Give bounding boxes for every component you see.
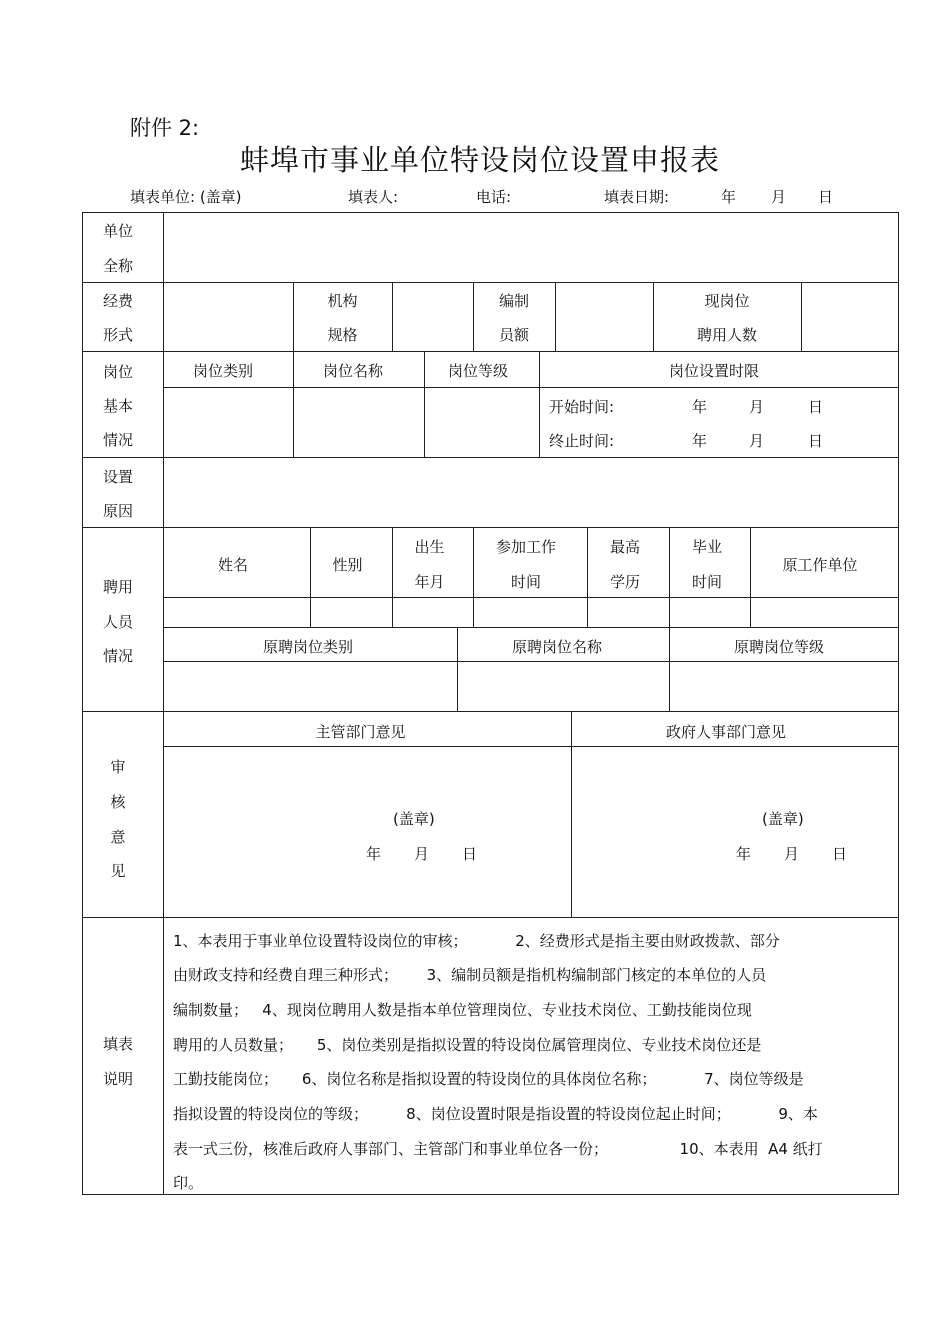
start-month-label: 月 [749, 398, 765, 416]
instructions-label-1: 填表 [102, 1035, 133, 1053]
grid-line [392, 282, 393, 352]
education-header-1: 最高 [609, 538, 640, 556]
hire-label-1: 聘用 [102, 578, 133, 596]
name-header: 姓名 [217, 556, 248, 574]
reason-label-2: 原因 [102, 502, 133, 520]
note-line: 由财政支持和经费自理三种形式； 3、编制员额是指机构编制部门核定的本单位的人员 [173, 966, 767, 984]
review-label-3: 意 [110, 828, 126, 846]
day-label: 日 [818, 188, 834, 206]
gender-header: 性别 [332, 556, 363, 574]
end-time-label: 终止时间: [549, 432, 615, 450]
end-year-label: 年 [692, 432, 708, 450]
unit-name-label-1: 单位 [102, 222, 133, 240]
year-label: 年 [721, 188, 737, 206]
filler-label: 填表人: [348, 188, 399, 206]
staff-label-1: 编制 [498, 292, 529, 310]
phone-label: 电话: [476, 188, 512, 206]
grid-line [163, 627, 899, 628]
staff-label-2: 员额 [498, 326, 529, 344]
funding-label-2: 形式 [102, 326, 133, 344]
note-line: 聘用的人员数量； 5、岗位类别是指拟设置的特设岗位属管理岗位、专业技术岗位还是 [173, 1036, 762, 1054]
note-line: 工勤技能岗位； 6、岗位名称是指拟设置的特设岗位的具体岗位名称； 7、岗位等级是 [173, 1070, 804, 1088]
orig-post-type-header: 原聘岗位类别 [262, 638, 353, 656]
current-hire-label-2: 聘用人数 [696, 326, 757, 344]
grid-line [82, 711, 899, 712]
birth-header-2: 年月 [414, 573, 445, 591]
post-level-header: 岗位等级 [447, 362, 508, 380]
start-day-label: 日 [808, 398, 824, 416]
grid-line [82, 917, 899, 918]
post-basic-label-2: 基本 [102, 397, 133, 415]
start-year-label: 年 [692, 398, 708, 416]
graduation-header-1: 毕业 [691, 538, 722, 556]
fill-unit-label: 填表单位: (盖章) [130, 188, 242, 206]
post-basic-label-3: 情况 [102, 431, 133, 449]
dept-month-label: 月 [414, 845, 430, 863]
current-hire-label-1: 现岗位 [704, 292, 750, 310]
start-time-label: 开始时间: [549, 398, 615, 416]
attachment-label: 附件 2: [130, 116, 200, 140]
grid-line [82, 1194, 899, 1195]
orig-post-level-header: 原聘岗位等级 [733, 638, 824, 656]
review-label-4: 见 [110, 862, 126, 880]
note-line: 指拟设置的特设岗位的等级； 8、岗位设置时限是指设置的特设岗位起止时间； 9、本 [173, 1105, 818, 1123]
end-month-label: 月 [749, 432, 765, 450]
grid-line [82, 527, 899, 528]
hire-label-3: 情况 [102, 647, 133, 665]
post-type-header: 岗位类别 [192, 362, 253, 380]
org-label-1: 机构 [327, 292, 358, 310]
funding-label-1: 经费 [102, 292, 133, 310]
grid-line [898, 212, 899, 1195]
note-line: 编制数量； 4、现岗位聘用人数是指本单位管理岗位、专业技术岗位、工勤技能岗位现 [173, 1001, 752, 1019]
dept-day-label: 日 [462, 845, 478, 863]
gov-month-label: 月 [784, 845, 800, 863]
note-line: 表一式三份，核准后政府人事部门、主管部门和事业单位各一份； 10、本表用 A4 纸打 [173, 1140, 823, 1158]
graduation-header-2: 时间 [691, 573, 722, 591]
gov-seal-label: (盖章) [762, 810, 804, 828]
grid-line [801, 282, 802, 352]
gov-year-label: 年 [736, 845, 752, 863]
note-line: 印。 [173, 1174, 204, 1192]
grid-line [82, 457, 899, 458]
gov-day-label: 日 [832, 845, 848, 863]
dept-year-label: 年 [366, 845, 382, 863]
grid-line [555, 282, 556, 352]
reason-label-1: 设置 [102, 468, 133, 486]
hire-label-2: 人员 [102, 613, 133, 631]
fill-date-label: 填表日期: [604, 188, 670, 206]
orig-post-name-header: 原聘岗位名称 [511, 638, 602, 656]
note-line: 1、本表用于事业单位设置特设岗位的审核； 2、经费形式是指主要由财政拨款、部分 [173, 932, 780, 950]
post-name-header: 岗位名称 [322, 362, 383, 380]
grid-line [82, 212, 899, 213]
instructions-label-2: 说明 [102, 1070, 133, 1088]
unit-name-label-2: 全称 [102, 257, 133, 275]
review-label-1: 审 [110, 758, 126, 776]
post-basic-label-1: 岗位 [102, 363, 133, 381]
dept-opinion-header: 主管部门意见 [315, 723, 406, 741]
work-start-header-1: 参加工作 [495, 538, 556, 556]
education-header-2: 学历 [609, 573, 640, 591]
birth-header-1: 出生 [414, 538, 445, 556]
orig-unit-header: 原工作单位 [782, 556, 858, 574]
end-day-label: 日 [808, 432, 824, 450]
review-label-2: 核 [110, 793, 126, 811]
form-title: 蚌埠市事业单位特设岗位设置申报表 [239, 143, 720, 177]
month-label: 月 [771, 188, 787, 206]
work-start-header-2: 时间 [510, 573, 541, 591]
post-period-header: 岗位设置时限 [668, 362, 759, 380]
dept-seal-label: (盖章) [393, 810, 435, 828]
grid-line [82, 282, 899, 283]
org-label-2: 规格 [327, 326, 358, 344]
gov-opinion-header: 政府人事部门意见 [665, 723, 786, 741]
